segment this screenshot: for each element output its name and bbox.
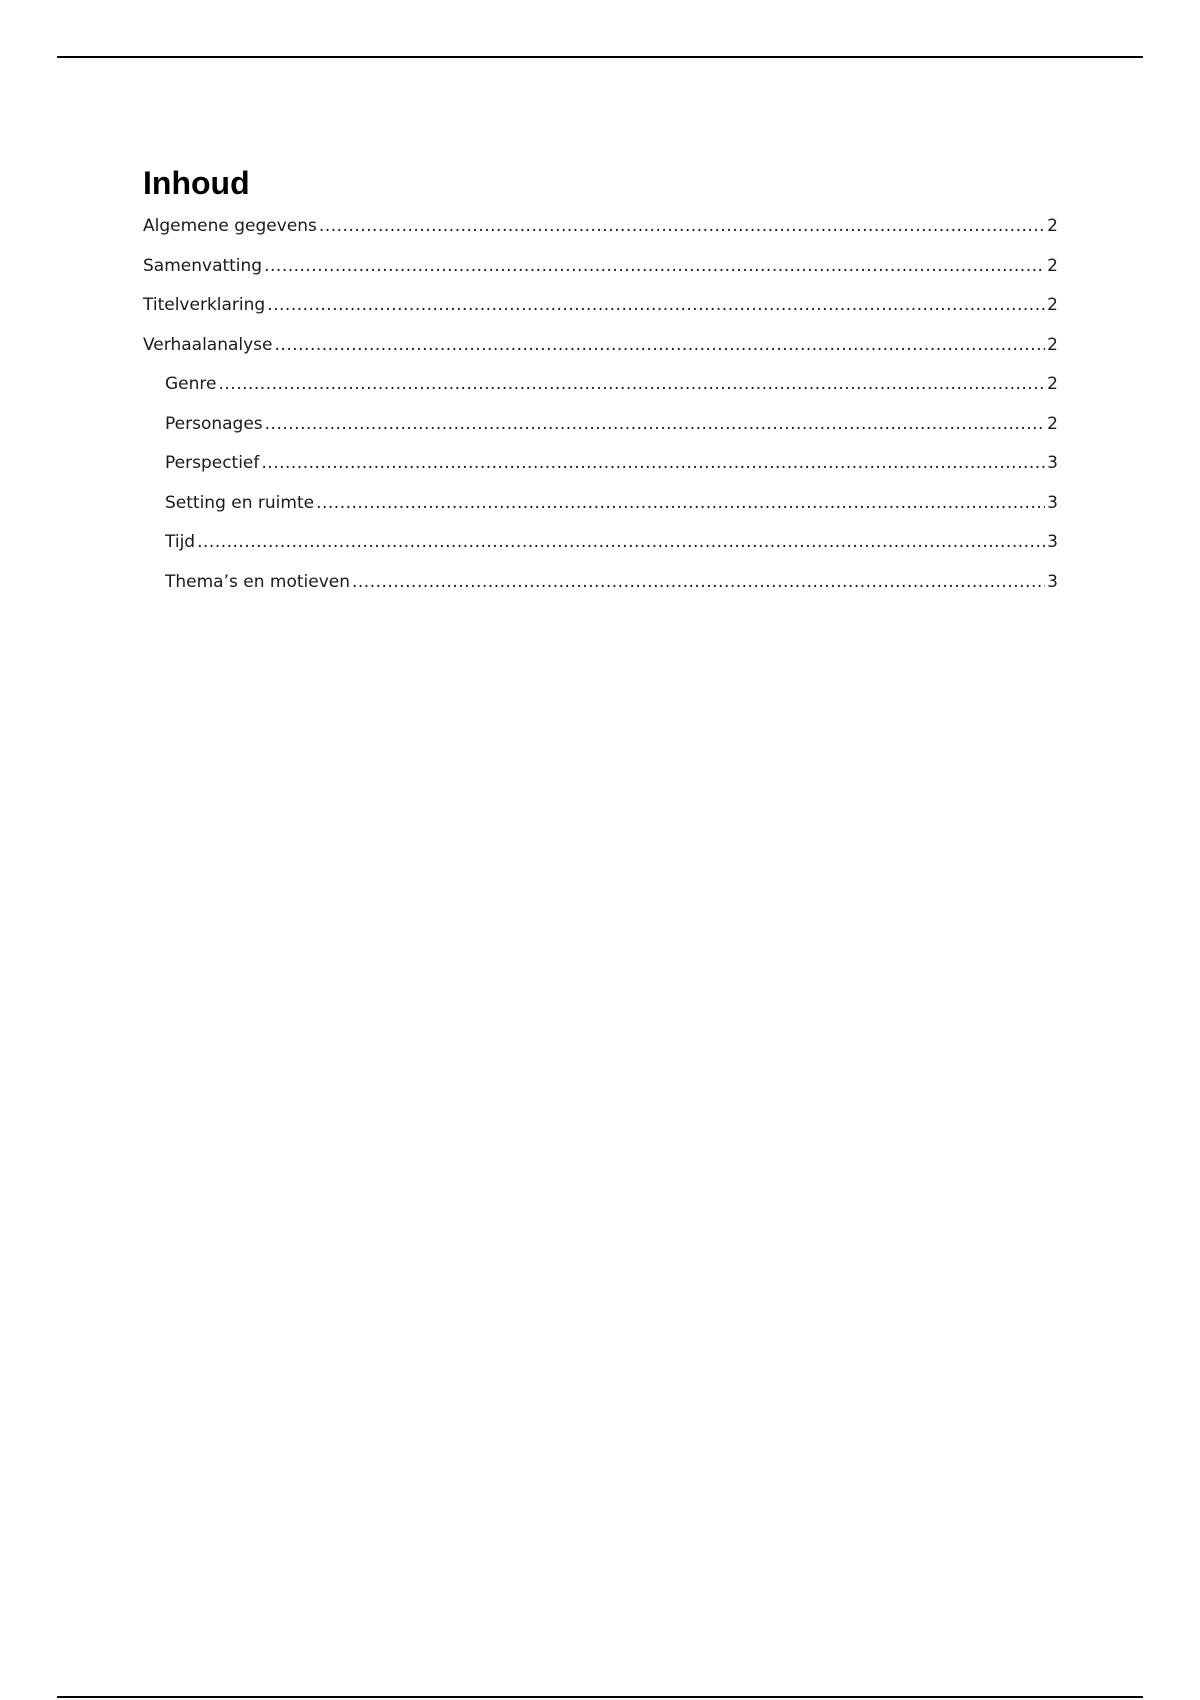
toc-entry-page-number: 2 (1047, 334, 1058, 355)
toc-heading: Inhoud (143, 165, 250, 201)
toc-dot-leader (264, 256, 1045, 276)
toc-entry-page-number: 2 (1047, 413, 1058, 434)
toc-entry-page-number: 3 (1047, 532, 1058, 552)
toc-list (143, 216, 1058, 611)
toc-entry-tijd[interactable] (143, 532, 1058, 572)
toc-entry-page-number: 2 (1047, 255, 1058, 276)
footer-rule (57, 1696, 1143, 1698)
toc-entry-titelverklaring[interactable] (143, 295, 1058, 335)
toc-entry-page-number: 3 (1047, 453, 1058, 473)
toc-entry-verhaalanalyse[interactable] (143, 335, 1058, 375)
toc-dot-leader (265, 414, 1046, 434)
toc-entry-page-number: 3 (1047, 571, 1058, 592)
toc-dot-leader (197, 532, 1045, 552)
toc-dot-leader (218, 374, 1045, 394)
toc-entry-title: Setting en ruimte (165, 492, 315, 513)
toc-entry-title: Genre (165, 374, 217, 394)
toc-entry-page-number: 3 (1047, 492, 1058, 513)
toc-entry-setting-en-ruimte[interactable] (143, 493, 1058, 533)
toc-entry-page-number: 2 (1047, 374, 1058, 394)
toc-entry-page-number: 2 (1047, 295, 1058, 315)
toc-entry-algemene-gegevens[interactable] (143, 216, 1058, 256)
toc-dot-leader (319, 216, 1045, 236)
table-of-contents (143, 163, 1058, 611)
toc-entry-samenvatting[interactable] (143, 256, 1058, 296)
toc-entry-title: Titelverklaring (143, 295, 266, 315)
toc-entry-title: Samenvatting (143, 255, 263, 276)
toc-entry-title: Perspectief (165, 453, 260, 473)
toc-entry-perspectief[interactable] (143, 453, 1058, 493)
toc-dot-leader (261, 453, 1045, 473)
toc-dot-leader (275, 335, 1046, 355)
toc-dot-leader (352, 572, 1045, 592)
toc-entry-title: Tijd (165, 532, 196, 552)
toc-entry-title: Verhaalanalyse (143, 334, 273, 355)
toc-entry-title: Personages (165, 413, 263, 434)
toc-entry-personages[interactable] (143, 414, 1058, 454)
toc-dot-leader (316, 493, 1045, 513)
toc-entry-page-number: 2 (1047, 216, 1058, 236)
toc-dot-leader (267, 295, 1045, 315)
header-rule (57, 56, 1143, 58)
toc-entry-themas-en-motieven[interactable] (143, 572, 1058, 612)
toc-entry-title: Algemene gegevens (143, 216, 317, 236)
toc-entry-title: Thema’s en motieven (165, 571, 350, 592)
toc-entry-genre[interactable] (143, 374, 1058, 414)
